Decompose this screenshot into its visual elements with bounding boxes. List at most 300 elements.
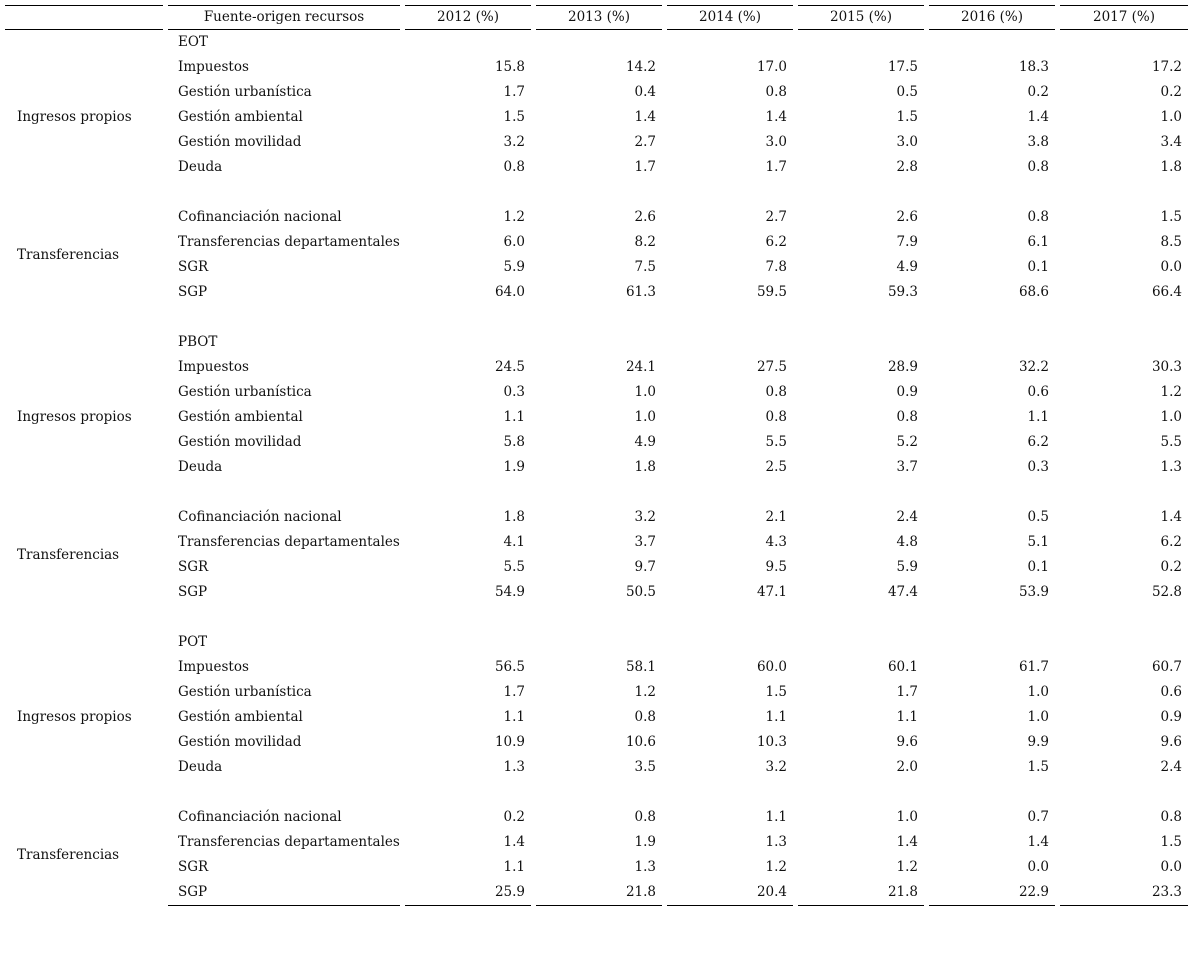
- value-cell: 0.2: [503, 809, 525, 825]
- table-row: [5, 355, 1188, 380]
- value-cell: 1.7: [765, 159, 787, 175]
- source-cell: Transferencias departamentales: [178, 834, 400, 850]
- value-cell: 6.2: [1027, 434, 1049, 450]
- value-cell: [1060, 330, 1188, 355]
- value-cell: [798, 30, 924, 55]
- value-cell: 1.0: [1027, 684, 1049, 700]
- value-cell: 22.9: [929, 880, 1055, 906]
- table-row: [5, 80, 1188, 105]
- value-cell: 1.3: [503, 759, 525, 775]
- group-label-cell: [5, 780, 163, 805]
- value-cell: [405, 630, 531, 655]
- group-label-cell: Ingresos propios: [17, 109, 132, 125]
- table-row: [5, 455, 1188, 480]
- value-cell: 10.6: [625, 734, 656, 750]
- table-row: [5, 280, 1188, 305]
- value-cell: 1.1: [765, 709, 787, 725]
- value-cell: 4.1: [503, 534, 525, 550]
- value-cell: 0.7: [1027, 809, 1049, 825]
- source-cell: [168, 180, 400, 205]
- value-cell: 3.2: [634, 509, 656, 525]
- table-row: [5, 880, 1188, 906]
- value-cell: 1.4: [896, 834, 918, 850]
- source-cell: SGR: [178, 859, 209, 875]
- value-cell: 0.2: [1027, 84, 1049, 100]
- group-label-cell: Ingresos propios: [17, 709, 132, 725]
- value-cell: 5.9: [503, 259, 525, 275]
- table-row: [5, 680, 1188, 705]
- value-cell: [1060, 30, 1188, 55]
- value-cell: 1.2: [1160, 384, 1182, 400]
- group-label-cell: [5, 30, 163, 55]
- value-cell: 0.1: [1027, 559, 1049, 575]
- value-cell: 61.3: [625, 284, 656, 300]
- value-cell: 1.1: [503, 859, 525, 875]
- value-cell: 0.0: [1160, 859, 1182, 875]
- value-cell: 0.8: [634, 809, 656, 825]
- value-cell: [405, 330, 531, 355]
- value-cell: [667, 305, 793, 330]
- table-row: [5, 730, 1188, 755]
- table-row: [5, 805, 1188, 830]
- table-row: [5, 130, 1188, 155]
- value-cell: 1.1: [1027, 409, 1049, 425]
- spacer-row: [5, 180, 1188, 205]
- value-cell: 9.6: [1160, 734, 1182, 750]
- value-cell: [405, 605, 531, 630]
- value-cell: [536, 630, 662, 655]
- fuente-origen-table: [0, 5, 1193, 906]
- value-cell: [405, 30, 531, 55]
- year-column-header: 2015 (%): [798, 5, 924, 30]
- value-cell: 9.6: [896, 734, 918, 750]
- value-cell: 5.5: [765, 434, 787, 450]
- value-cell: 60.0: [756, 659, 787, 675]
- value-cell: 9.7: [634, 559, 656, 575]
- value-cell: [1060, 180, 1188, 205]
- section-title-cell: PBOT: [178, 334, 218, 350]
- value-cell: 6.2: [765, 234, 787, 250]
- value-cell: 4.9: [896, 259, 918, 275]
- value-cell: 8.5: [1160, 234, 1182, 250]
- value-cell: 1.4: [634, 109, 656, 125]
- source-cell: SGP: [178, 584, 208, 600]
- value-cell: 1.5: [896, 109, 918, 125]
- value-cell: 53.9: [1018, 584, 1049, 600]
- value-cell: 0.8: [765, 384, 787, 400]
- value-cell: [667, 180, 793, 205]
- value-cell: 54.9: [494, 584, 525, 600]
- value-cell: 2.6: [634, 209, 656, 225]
- source-cell: [168, 305, 400, 330]
- value-cell: 1.9: [634, 834, 656, 850]
- spacer-row: [5, 780, 1188, 805]
- value-cell: [798, 480, 924, 505]
- value-cell: 1.2: [503, 209, 525, 225]
- section-title-row: [5, 30, 1188, 55]
- section-title-cell: POT: [178, 634, 208, 650]
- value-cell: 21.8: [536, 880, 662, 906]
- table-row: [5, 855, 1188, 880]
- value-cell: 2.4: [896, 509, 918, 525]
- value-cell: 60.7: [1151, 659, 1182, 675]
- value-cell: 28.9: [887, 359, 918, 375]
- value-cell: 0.2: [1160, 84, 1182, 100]
- value-cell: 9.9: [1027, 734, 1049, 750]
- value-cell: 0.2: [1160, 559, 1182, 575]
- value-cell: 0.3: [1027, 459, 1049, 475]
- value-cell: 1.5: [1160, 209, 1182, 225]
- table-row: [5, 255, 1188, 280]
- table-row: [5, 530, 1188, 555]
- value-cell: [798, 780, 924, 805]
- value-cell: 0.8: [503, 159, 525, 175]
- value-cell: 24.5: [494, 359, 525, 375]
- value-cell: 0.0: [1027, 859, 1049, 875]
- group-label-cell: [5, 330, 163, 355]
- table-body: [5, 30, 1188, 906]
- value-cell: 1.5: [765, 684, 787, 700]
- source-cell: Transferencias departamentales: [178, 234, 400, 250]
- value-cell: 1.7: [896, 684, 918, 700]
- source-cell: Gestión movilidad: [178, 434, 302, 450]
- source-cell: Gestión urbanística: [178, 84, 312, 100]
- value-cell: [536, 305, 662, 330]
- value-cell: 0.5: [896, 84, 918, 100]
- value-cell: 1.5: [1160, 834, 1182, 850]
- source-cell: Gestión ambiental: [178, 409, 303, 425]
- value-cell: [929, 780, 1055, 805]
- group-label-cell: [5, 605, 163, 630]
- group-label-cell: [5, 305, 163, 330]
- value-cell: [798, 305, 924, 330]
- spacer-row: [5, 305, 1188, 330]
- value-cell: 47.1: [756, 584, 787, 600]
- value-cell: 23.3: [1060, 880, 1188, 906]
- value-cell: [929, 630, 1055, 655]
- value-cell: 52.8: [1151, 584, 1182, 600]
- source-cell: SGR: [178, 259, 209, 275]
- value-cell: 0.1: [1027, 259, 1049, 275]
- value-cell: 2.8: [896, 159, 918, 175]
- value-cell: [405, 180, 531, 205]
- value-cell: 6.0: [503, 234, 525, 250]
- source-cell: Impuestos: [178, 659, 249, 675]
- value-cell: 1.7: [503, 684, 525, 700]
- value-cell: 1.9: [503, 459, 525, 475]
- value-cell: 66.4: [1151, 284, 1182, 300]
- value-cell: 1.0: [1027, 709, 1049, 725]
- value-cell: [929, 480, 1055, 505]
- value-cell: 2.7: [634, 134, 656, 150]
- value-cell: 3.4: [1160, 134, 1182, 150]
- value-cell: 1.8: [503, 509, 525, 525]
- value-cell: [405, 305, 531, 330]
- value-cell: 1.1: [765, 809, 787, 825]
- value-cell: [798, 330, 924, 355]
- value-cell: [536, 780, 662, 805]
- value-cell: 5.5: [503, 559, 525, 575]
- source-cell: Gestión movilidad: [178, 734, 302, 750]
- value-cell: 1.8: [634, 459, 656, 475]
- value-cell: 1.0: [634, 409, 656, 425]
- source-cell: [168, 480, 400, 505]
- value-cell: 0.9: [896, 384, 918, 400]
- value-cell: 15.8: [494, 59, 525, 75]
- value-cell: 25.9: [405, 880, 531, 906]
- value-cell: 3.2: [765, 759, 787, 775]
- value-cell: 7.5: [634, 259, 656, 275]
- header-row: [5, 5, 1188, 30]
- value-cell: 4.9: [634, 434, 656, 450]
- value-cell: [536, 605, 662, 630]
- value-cell: 0.9: [1160, 709, 1182, 725]
- value-cell: 4.8: [896, 534, 918, 550]
- section-title-cell: EOT: [178, 34, 208, 50]
- section-title-row: [5, 330, 1188, 355]
- value-cell: 1.4: [1160, 509, 1182, 525]
- source-cell: SGR: [178, 559, 209, 575]
- value-cell: 1.4: [765, 109, 787, 125]
- value-cell: 47.4: [887, 584, 918, 600]
- value-cell: 4.3: [765, 534, 787, 550]
- value-cell: 6.1: [1027, 234, 1049, 250]
- value-cell: 1.3: [765, 834, 787, 850]
- value-cell: [667, 30, 793, 55]
- value-cell: 0.5: [1027, 509, 1049, 525]
- group-label-cell: Ingresos propios: [17, 409, 132, 425]
- value-cell: 0.0: [1160, 259, 1182, 275]
- value-cell: [929, 330, 1055, 355]
- value-cell: 30.3: [1151, 359, 1182, 375]
- value-cell: 64.0: [494, 284, 525, 300]
- spacer-row: [5, 605, 1188, 630]
- value-cell: 3.7: [634, 534, 656, 550]
- value-cell: 1.8: [1160, 159, 1182, 175]
- value-cell: 1.5: [503, 109, 525, 125]
- value-cell: [667, 330, 793, 355]
- value-cell: 1.4: [1027, 109, 1049, 125]
- table-row: [5, 55, 1188, 80]
- value-cell: 10.3: [756, 734, 787, 750]
- value-cell: 0.3: [503, 384, 525, 400]
- value-cell: 0.8: [1027, 209, 1049, 225]
- value-cell: 24.1: [625, 359, 656, 375]
- table-row: [5, 105, 1188, 130]
- value-cell: [929, 605, 1055, 630]
- value-cell: 1.7: [503, 84, 525, 100]
- group-label-cell: Transferencias: [17, 847, 120, 863]
- year-column-header: 2016 (%): [929, 5, 1055, 30]
- source-cell: Gestión ambiental: [178, 709, 303, 725]
- value-cell: [1060, 605, 1188, 630]
- value-cell: 59.5: [756, 284, 787, 300]
- value-cell: 0.8: [765, 409, 787, 425]
- table-row: [5, 755, 1188, 780]
- value-cell: [798, 605, 924, 630]
- group-label-cell: [5, 480, 163, 505]
- value-cell: 2.6: [896, 209, 918, 225]
- year-column-header: 2012 (%): [405, 5, 531, 30]
- source-cell: Impuestos: [178, 59, 249, 75]
- value-cell: 0.6: [1027, 384, 1049, 400]
- value-cell: 20.4: [667, 880, 793, 906]
- value-cell: 3.7: [896, 459, 918, 475]
- table-row: [5, 230, 1188, 255]
- source-cell: Transferencias departamentales: [178, 534, 400, 550]
- table-row: [5, 555, 1188, 580]
- source-cell: Gestión ambiental: [178, 109, 303, 125]
- source-cell: Deuda: [178, 759, 223, 775]
- value-cell: 32.2: [1018, 359, 1049, 375]
- source-cell: Cofinanciación nacional: [178, 509, 342, 525]
- value-cell: [798, 180, 924, 205]
- table-row: [5, 705, 1188, 730]
- table-row: [5, 580, 1188, 605]
- value-cell: 0.4: [634, 84, 656, 100]
- value-cell: 1.2: [896, 859, 918, 875]
- value-cell: 56.5: [494, 659, 525, 675]
- value-cell: [405, 480, 531, 505]
- value-cell: 6.2: [1160, 534, 1182, 550]
- value-cell: 2.4: [1160, 759, 1182, 775]
- value-cell: [667, 780, 793, 805]
- table-row: [5, 205, 1188, 230]
- value-cell: 7.8: [765, 259, 787, 275]
- value-cell: 1.4: [503, 834, 525, 850]
- value-cell: 3.0: [896, 134, 918, 150]
- year-column-header: 2013 (%): [536, 5, 662, 30]
- value-cell: 8.2: [634, 234, 656, 250]
- value-cell: 1.0: [1160, 109, 1182, 125]
- source-cell: [168, 605, 400, 630]
- value-cell: 5.1: [1027, 534, 1049, 550]
- source-cell: SGP: [178, 284, 208, 300]
- value-cell: [1060, 630, 1188, 655]
- value-cell: [536, 330, 662, 355]
- value-cell: 60.1: [887, 659, 918, 675]
- value-cell: 10.9: [494, 734, 525, 750]
- table-row: [5, 155, 1188, 180]
- value-cell: 2.7: [765, 209, 787, 225]
- value-cell: 2.5: [765, 459, 787, 475]
- table-row: [5, 430, 1188, 455]
- value-cell: 17.5: [887, 59, 918, 75]
- value-cell: 1.5: [1027, 759, 1049, 775]
- value-cell: 18.3: [1018, 59, 1049, 75]
- value-cell: [929, 180, 1055, 205]
- source-cell: Deuda: [178, 159, 223, 175]
- source-cell: Gestión urbanística: [178, 684, 312, 700]
- value-cell: 0.8: [896, 409, 918, 425]
- value-cell: 1.0: [1160, 409, 1182, 425]
- value-cell: [929, 305, 1055, 330]
- value-cell: 7.9: [896, 234, 918, 250]
- group-label-cell: Transferencias: [17, 546, 120, 563]
- value-cell: [798, 630, 924, 655]
- value-cell: 17.0: [756, 59, 787, 75]
- table-row: [5, 405, 1188, 430]
- value-cell: 5.8: [503, 434, 525, 450]
- value-cell: 0.8: [1160, 809, 1182, 825]
- year-column-header: 2014 (%): [667, 5, 793, 30]
- value-cell: 58.1: [625, 659, 656, 675]
- value-cell: 5.9: [896, 559, 918, 575]
- source-cell: SGP: [168, 880, 400, 906]
- value-cell: 1.1: [503, 409, 525, 425]
- value-cell: [536, 30, 662, 55]
- value-cell: [536, 480, 662, 505]
- corner-cell: [5, 5, 163, 30]
- value-cell: 1.1: [503, 709, 525, 725]
- value-cell: 1.1: [896, 709, 918, 725]
- section-title-row: [5, 630, 1188, 655]
- source-cell: Gestión movilidad: [178, 134, 302, 150]
- value-cell: 1.3: [634, 859, 656, 875]
- year-column-header: 2017 (%): [1060, 5, 1188, 30]
- source-cell: Gestión urbanística: [178, 384, 312, 400]
- source-cell: Cofinanciación nacional: [178, 809, 342, 825]
- value-cell: [536, 180, 662, 205]
- source-cell: Cofinanciación nacional: [178, 209, 342, 225]
- value-cell: 59.3: [887, 284, 918, 300]
- value-cell: 3.2: [503, 134, 525, 150]
- value-cell: [929, 30, 1055, 55]
- value-cell: 0.8: [1027, 159, 1049, 175]
- value-cell: [1060, 480, 1188, 505]
- value-cell: 3.0: [765, 134, 787, 150]
- value-cell: 5.2: [896, 434, 918, 450]
- source-column-header: Fuente-origen recursos: [168, 5, 400, 30]
- value-cell: 1.7: [634, 159, 656, 175]
- value-cell: 0.8: [634, 709, 656, 725]
- value-cell: 1.2: [765, 859, 787, 875]
- value-cell: [667, 630, 793, 655]
- value-cell: 68.6: [1018, 284, 1049, 300]
- value-cell: 0.8: [765, 84, 787, 100]
- value-cell: 1.3: [1160, 459, 1182, 475]
- value-cell: 27.5: [756, 359, 787, 375]
- value-cell: [1060, 305, 1188, 330]
- value-cell: 1.0: [634, 384, 656, 400]
- table-row: [5, 830, 1188, 855]
- group-label-cell: [5, 180, 163, 205]
- value-cell: 21.8: [798, 880, 924, 906]
- value-cell: 50.5: [625, 584, 656, 600]
- value-cell: 0.6: [1160, 684, 1182, 700]
- value-cell: [667, 480, 793, 505]
- source-cell: [168, 780, 400, 805]
- value-cell: 17.2: [1151, 59, 1182, 75]
- spacer-row: [5, 480, 1188, 505]
- value-cell: [1060, 780, 1188, 805]
- source-cell: Impuestos: [178, 359, 249, 375]
- value-cell: 1.2: [634, 684, 656, 700]
- value-cell: 3.8: [1027, 134, 1049, 150]
- value-cell: [405, 780, 531, 805]
- table-row: [5, 380, 1188, 405]
- value-cell: 61.7: [1018, 659, 1049, 675]
- value-cell: 2.1: [765, 509, 787, 525]
- table-row: [5, 655, 1188, 680]
- value-cell: 5.5: [1160, 434, 1182, 450]
- value-cell: 1.0: [896, 809, 918, 825]
- table-row: [5, 505, 1188, 530]
- group-label-cell: Transferencias: [17, 246, 120, 263]
- source-cell: Deuda: [178, 459, 223, 475]
- group-label-cell: [5, 630, 163, 655]
- value-cell: 3.5: [634, 759, 656, 775]
